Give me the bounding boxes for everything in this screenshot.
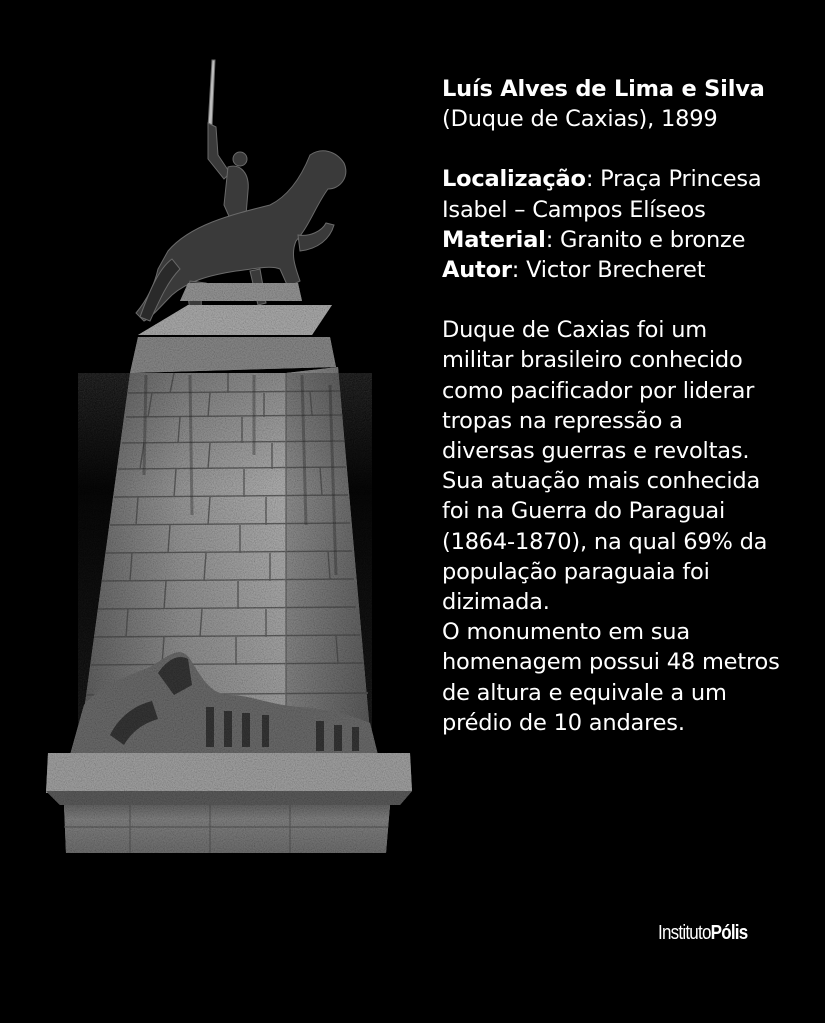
details-block	[442, 164, 782, 285]
spacer	[442, 285, 782, 315]
logo-text-instituto: Instituto	[658, 922, 711, 944]
author-line	[442, 257, 705, 283]
material-value: : Granito e bronze	[545, 226, 746, 253]
monument-photo	[40, 55, 420, 860]
logo-text-polis: Pólis	[710, 922, 748, 944]
equestrian-statue	[136, 60, 346, 321]
monument-title	[442, 74, 782, 134]
info-text	[442, 74, 782, 738]
spacer	[442, 134, 782, 164]
author-value: : Victor Brecheret	[511, 257, 706, 284]
location-label: Localização	[442, 166, 586, 193]
statue-name: Luís Alves de Lima e Silva	[442, 76, 765, 102]
author-label: Autor	[442, 257, 512, 284]
monument-pedestal	[46, 283, 412, 853]
instituto-polis-logo	[658, 922, 747, 945]
description-paragraph: Duque de Caxias foi um militar brasileiro conhecido como pacificador por liderar tropas na repressão a diversas guerras e revoltas. Sua atuação mais conhecida foi na Guerra do Paraguai (1864-1870), na qual 69% da população paraguaia foi dizimada.	[442, 317, 768, 616]
statue-subtitle: (Duque de Caxias), 1899	[442, 106, 718, 133]
material-line	[442, 227, 745, 253]
location-value: : Praça Princesa Isabel – Campos Elíseos	[442, 166, 762, 223]
location-line	[442, 166, 762, 222]
material-label: Material	[442, 226, 546, 253]
description-paragraph-2: O monumento em sua homenagem possui 48 metros de altura e equivale a um prédio de 10 andares.	[442, 619, 780, 736]
